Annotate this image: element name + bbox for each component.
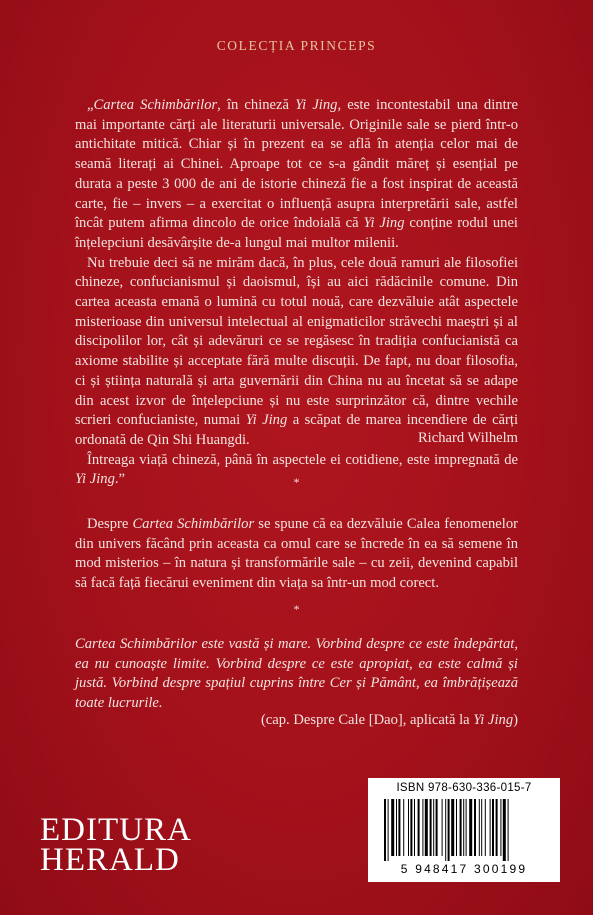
barcode-bar [474,799,476,856]
barcode-bar [479,799,480,856]
text-run: a scăpat de marea incendiere de cărți ordonată de Qin Shi Huangdi. [75,412,518,448]
barcode-bar [469,799,472,856]
book-name: Yi Jing [473,712,514,728]
barcode-bar [463,799,464,856]
series-title: COLECȚIA PRINCEPS [216,38,377,53]
text-run: Nu trebuie deci să ne mirăm dacă, în plus, cele două ramuri ale filosofiei chineze, confucianismul și daoismul, își au aici rădăcinile comune. Din cartea aceasta emană o lumină cu totul nouă, care dezvăluie atât aspectele misterioase din universul intelectual al enigmaticilor străvechi maeștri și al discipolilor lor, cât și adevăruri ce se regăsesc în tradiția confucianistă ca axiome stabilite și acceptate fără multe discuții. De fapt, nu doar filosofia, ci și știința naturală și arta guvernării din China nu au încetat să se adape din acest izvor de înțelepciune și nu este surprinzător că, dintre vechile scrieri confucianiste, numai [75,254,518,429]
barcode-bar [448,799,450,861]
barcode-bar [490,799,491,856]
barcode-bar [396,799,397,856]
isbn-label: ISBN 978-630-336-015-7 [396,782,532,794]
quote-paragraph-1 [75,96,518,254]
open-quote-mark: „ [87,97,94,113]
text-run: (cap. Despre Cale [Dao], aplicată la [260,712,474,728]
book-name: Yi Jing [75,471,115,488]
barcode-bar [436,799,438,856]
separator-star: * [293,602,300,616]
barcode-bar [496,799,498,856]
description-text [75,515,518,594]
barcode-bar [485,799,486,856]
barcode-bar [388,799,389,861]
italic-quote [75,635,518,714]
separator-star: * [293,475,300,489]
barcode-bar [466,799,467,856]
quote-paragraph-2 [75,254,518,451]
barcode-bar [418,799,420,856]
text-run: Întreaga viață chineză, până în aspectele ei cotidiene, este impregnată de [87,451,518,468]
italic-quote-text: Cartea Schimbărilor este vastă și mare. Vorbind despre ce este îndepărtat, ea nu cunoaște limite. Vorbind despre ce este apropiat, ea este calmă și justă. Vorbind despre spațiul cuprins între Cer și Pământ, ea îmbrățișează toate lucrurile. [75,636,518,712]
barcode-bar [503,799,506,861]
publisher-line-2: HERALD [40,842,180,878]
barcode-bar [422,799,423,856]
barcode-panel [368,778,560,882]
barcode-bar [442,799,443,856]
book-name: Yi Jing [295,97,338,113]
barcode-bar [445,799,446,861]
barcode-bar [384,799,386,861]
barcode-bar [414,799,415,856]
book-name: Yi Jing [363,215,405,232]
book-name: Yi Jing [245,412,288,429]
barcode-bar [391,799,394,856]
barcode-bar [492,799,494,856]
barcode-bar [398,799,400,856]
text-run: ) [513,712,518,728]
barcode-bar [508,799,509,861]
text-run: Despre [87,516,133,532]
barcode-digits: 5 948417 300199 [400,862,528,876]
barcode-bar [433,799,434,856]
quote-author: Richard Wilhelm [417,430,518,446]
barcode-bar [403,799,404,856]
barcode-bar [425,799,428,856]
book-title: Cartea Schimbărilor [132,516,255,532]
close-quote-mark: .” [114,471,126,488]
publisher-line-1: EDITURA [40,812,192,848]
barcode-bar [500,799,501,856]
text-run: , este incontestabil una dintre mai importante cărți ale literaturii universale. Originile sale se pierd într-o antichitate mitică. Chiar și în prezent ea se află în atenția celor mai de seamă literați ai Chinei. Aproape tot ce s-a gândit măreț și esențial pe durata a peste 3 000 de ani de istorie chineză fie a fost inspirat de această carte, fie – invers – a exercitat o influență asupra interpretării sale, astfel încât putem afirma dincolo de orice îndoială că [75,97,518,232]
publisher-logo [40,812,192,878]
text-run: , în chineză [217,97,296,113]
text-run: se spune că ea dezvăluie Calea fenomenelor din univers făcând prin aceasta ca omul care se încrede în ea să semene în mod misterios – în natura și transformările sale – cu zeii, devenind capabil să facă față fiecărui eveniment din viața sa într-un mod corect. [75,516,518,592]
barcode-bar [460,799,462,856]
barcode-bar [456,799,457,856]
barcode-bar [430,799,432,856]
text-run: conține rodul unei înțelepciuni desăvârșite de-a lungul mai multor milenii. [75,215,518,251]
barcode-bar [481,799,482,856]
barcode-bar [408,799,409,856]
description-paragraph [75,515,518,594]
quote-citation [261,712,518,729]
book-title: Cartea Schimbărilor [93,97,218,113]
barcode-bar [410,799,412,856]
barcode-bars [382,799,546,861]
barcode-bar [451,799,454,856]
